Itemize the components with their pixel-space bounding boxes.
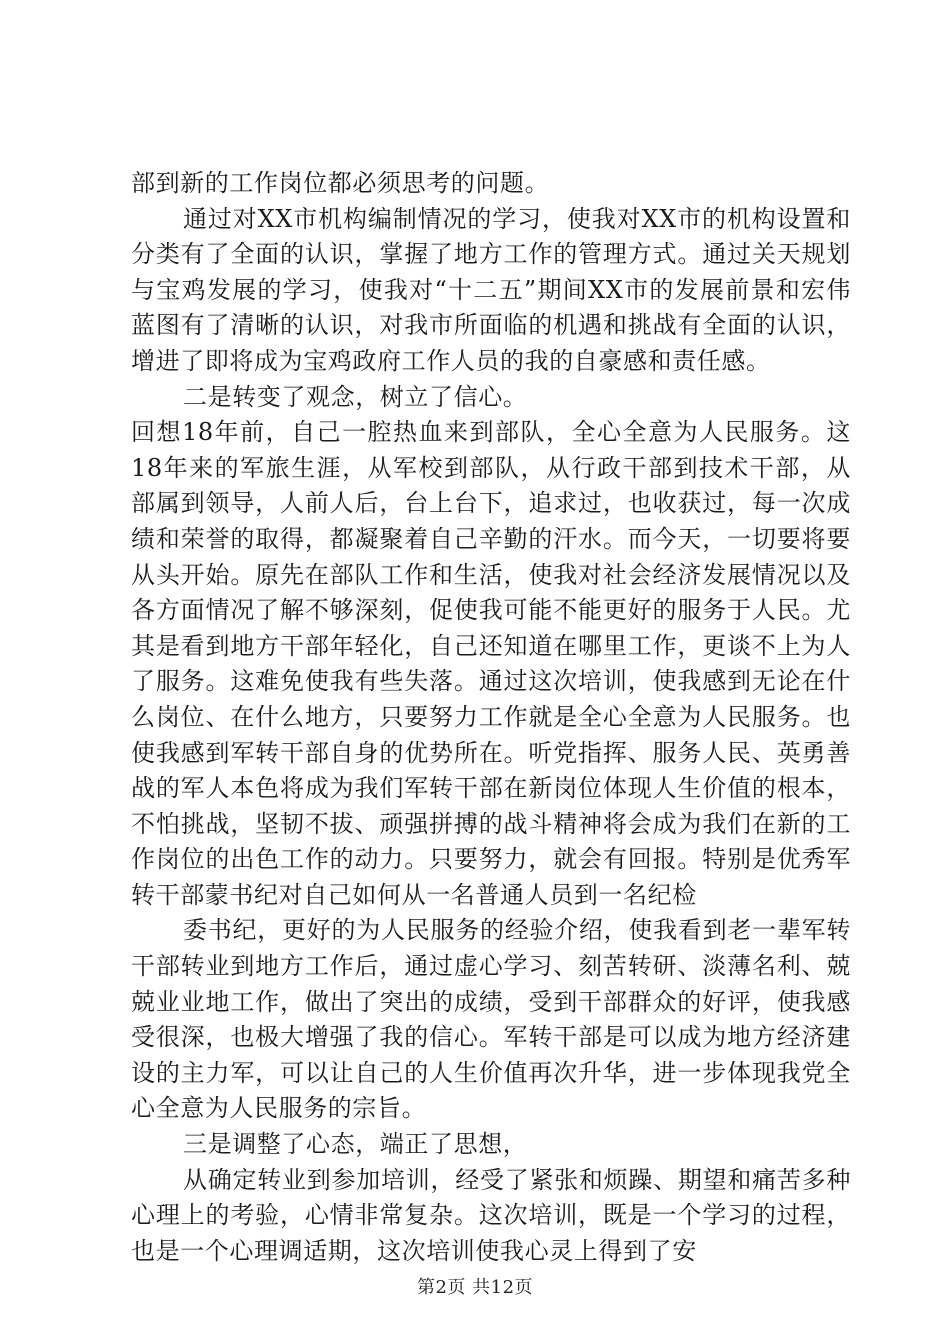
paragraph-5: 委书纪，更好的为人民服务的经验介绍，使我看到老一辈军转干部转业到地方工作后，通过虚心学习、刻苦转研、淡薄名利、兢兢业业地工作，做出了突出的成绩，受到干部群众的好评，使我感受很深，也极大增强了我的信心。军转干部是可以成为地方经济建设的主力军，可以让自己的人生价值再次升华，进一步体现我党全心全意为人民服务的宗旨。 — [131, 916, 851, 1123]
paragraph-4: 回想18年前，自己一腔热血来到部队，全心全意为人民服务。这18年来的军旅生涯，从军校到部队，从行政干部到技术干部，从部属到领导，人前人后，台上台下，追求过，也收获过，每一次成绩和荣誉的取得，都凝聚着自己辛勤的汗水。而今天，一切要将要从头开始。原先在部队工作和生活，使我对社会经济发展情况以及各方面情况了解不够深刻，促使我可能不能更好的服务于人民。尤其是看到地方干部年轻化，自己还知道在哪里工作，更谈不上为人了服务。这难免使我有些失落。通过这次培训，使我感到无论在什么岗位、在什么地方，只要努力工作就是全心全意为人民服务。也使我感到军转干部自身的优势所在。听党指挥、服务人民、英勇善战的军人本色将成为我们军转干部在新岗位体现人生价值的根本，不怕挑战，坚韧不拔、顽强拼搏的战斗精神将会成为我们在新的工作岗位的出色工作的动力。只要努力，就会有回报。特别是优秀军转干部蒙书纪对自己如何从一名普通人员到一名纪检 — [131, 418, 851, 909]
paragraph-1: 部到新的工作岗位都必须思考的问题。 — [131, 169, 550, 197]
paragraph-6: 三是调整了心态，端正了思想， — [183, 1130, 528, 1159]
paragraph-7: 从确定转业到参加培训，经受了紧张和烦躁、期望和痛苦多种心理上的考验，心情非常复杂。这次培训，既是一个学习的过程，也是一个心理调适期，这次培训使我心灵上得到了安 — [131, 1165, 851, 1265]
paragraph-2: 通过对XX市机构编制情况的学习，使我对XX市的机构设置和分类有了全面的认识，掌握了地方工作的管理方式。通过关天规划与宝鸡发展的学习，使我对“十二五”期间XX市的发展前景和宏伟蓝图有了清晰的认识，对我市所面临的机遇和挑战有全面的认识，增进了即将成为宝鸡政府工作人员的我的自豪感和责任感。 — [131, 204, 851, 375]
document-body — [131, 166, 851, 1269]
paragraph-3: 二是转变了观念，树立了信心。 — [183, 382, 528, 411]
page-number-footer: 第2页 共12页 — [416, 1277, 534, 1298]
